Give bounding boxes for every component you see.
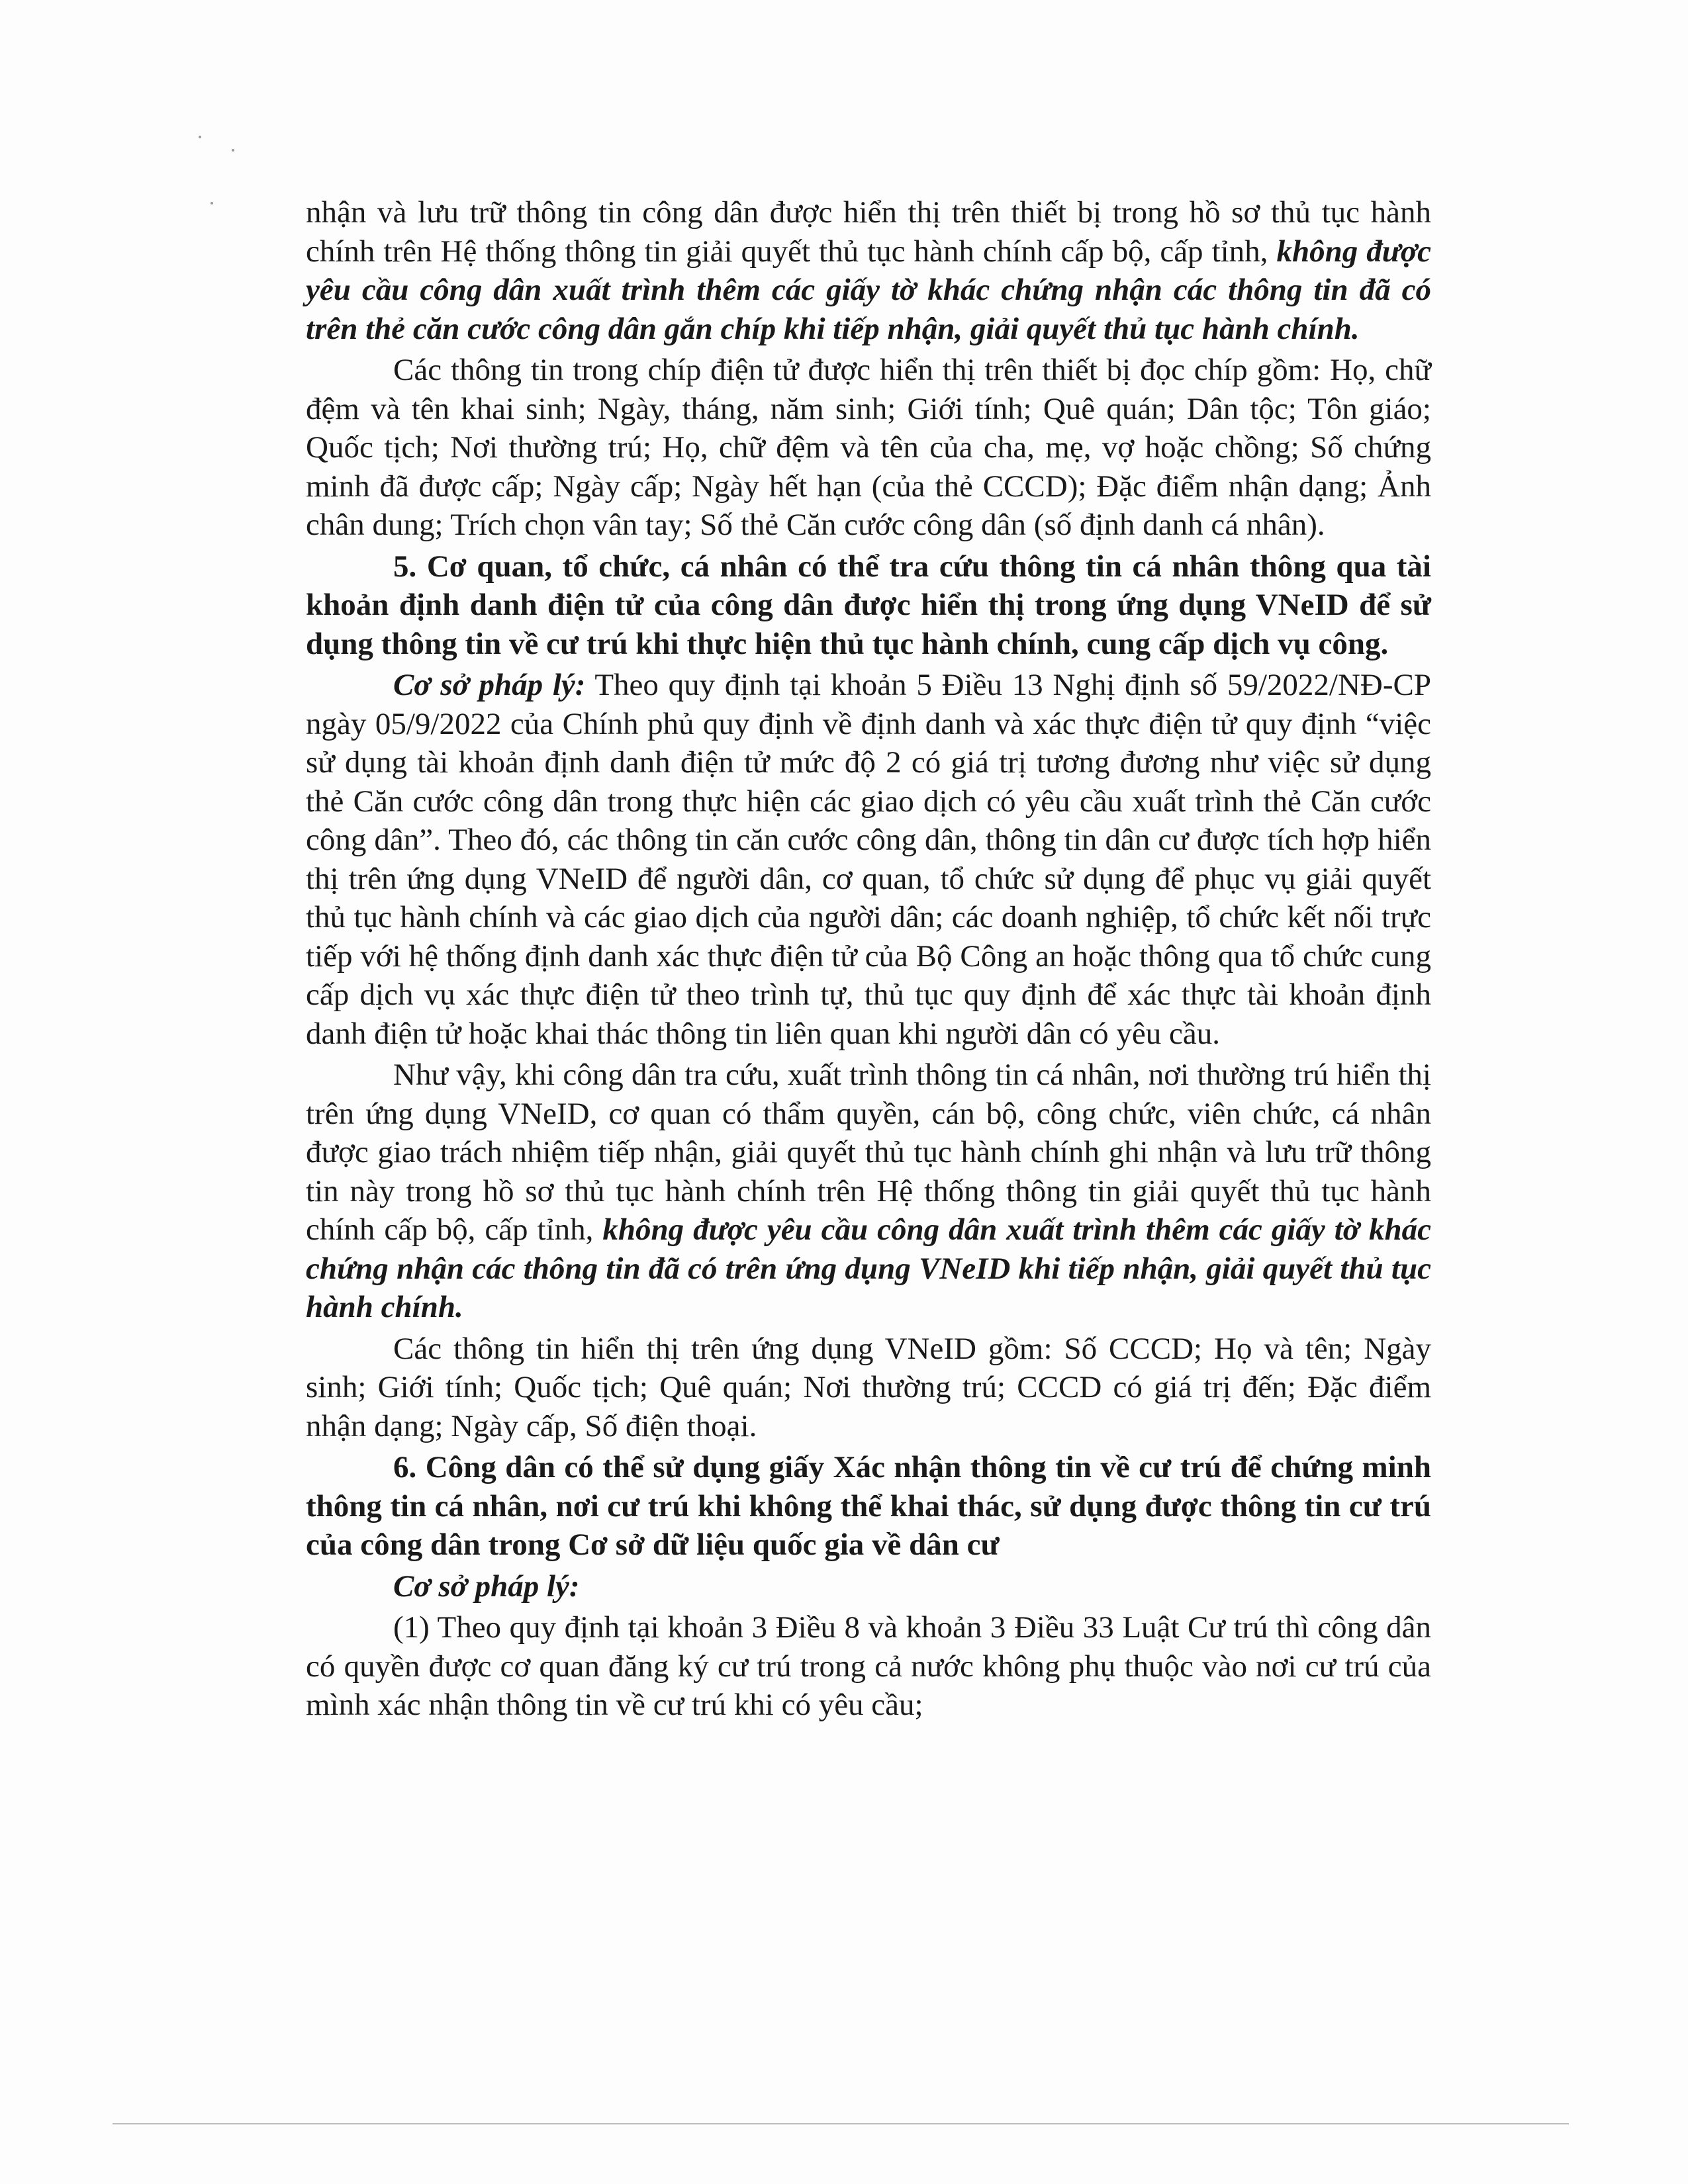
scan-speck bbox=[211, 202, 213, 205]
document-body bbox=[306, 193, 1431, 1727]
paragraph-legal-basis-5: Cơ sở pháp lý: Theo quy định tại khoản 5 Điều 13 Nghị định số 59/2022/NĐ-CP ngày 05/9/2022 của Chính phủ quy định về định danh và xác thực điện tử quy định “việc sử dụng tài khoản định danh điện tử mức độ 2 có giá trị tương đương như việc sử dụng thẻ Căn cước công dân trong thực hiện các giao dịch có yêu cầu xuất trình thẻ Căn cước công dân”. Theo đó, các thông tin căn cước công dân, thông tin dân cư được tích hợp hiển thị trên ứng dụng VNeID để người dân, cơ quan, tổ chức sử dụng để phục vụ giải quyết thủ tục hành chính và các giao dịch của người dân; các doanh nghiệp, tổ chức kết nối trực tiếp với hệ thống định danh xác thực điện tử của Bộ Công an hoặc thông qua tổ chức cung cấp dịch vụ xác thực điện tử theo trình tự, thủ tục quy định để xác thực tài khoản định danh điện tử hoặc khai thác thông tin liên quan khi người dân có yêu cầu. bbox=[306, 668, 1432, 1051]
scan-speck bbox=[232, 149, 234, 152]
scan-speck bbox=[199, 136, 201, 138]
paragraph-vneid-info: Các thông tin hiển thị trên ứng dụng VNeID gồm: Số CCCD; Họ và tên; Ngày sinh; Giới tính; Quốc tịch; Quê quán; Nơi thường trú; CCCD có giá trị đến; Đặc điểm nhận dạng; Ngày cấp, Số điện thoại. bbox=[306, 1331, 1431, 1443]
legal-basis-label: Cơ sở pháp lý: bbox=[393, 668, 586, 702]
emphasis-text: không được yêu cầu công dân xuất trình thêm các giấy tờ khác chứng nhận các thông tin đã có trên ứng dụng VNeID khi tiếp nhận, giải quyết thủ tục hành chính. bbox=[306, 1212, 1431, 1324]
paragraph-continued: nhận và lưu trữ thông tin công dân được hiển thị trên thiết bị trong hồ sơ thủ tục hành chính trên Hệ thống thông tin giải quyết thủ tục hành chính cấp bộ, cấp tỉnh, không được yêu cầu công dân xuất trình thêm các giấy tờ khác chứng nhận các thông tin đã có trên thẻ căn cước công dân gắn chíp khi tiếp nhận, giải quyết thủ tục hành chính. bbox=[306, 195, 1431, 346]
paragraph-conclusion-5: Như vậy, khi công dân tra cứu, xuất trình thông tin cá nhân, nơi thường trú hiển thị trên ứng dụng VNeID, cơ quan có thẩm quyền, cán bộ, công chức, viên chức, cá nhân được giao trách nhiệm tiếp nhận, giải quyết thủ tục hành chính ghi nhận và lưu trữ thông tin này trong hồ sơ thủ tục hành chính trên Hệ thống thông tin giải quyết thủ tục hành chính cấp bộ, cấp tỉnh, không được yêu cầu công dân xuất trình thêm các giấy tờ khác chứng nhận các thông tin đã có trên ứng dụng VNeID khi tiếp nhận, giải quyết thủ tục hành chính. bbox=[306, 1058, 1431, 1324]
section-heading-5: 5. Cơ quan, tổ chức, cá nhân có thể tra cứu thông tin cá nhân thông qua tài khoản định danh điện tử của công dân được hiển thị trong ứng dụng VNeID để sử dụng thông tin về cư trú khi thực hiện thủ tục hành chính, cung cấp dịch vụ công. bbox=[306, 549, 1431, 661]
emphasis-text: không được yêu cầu công dân xuất trình thêm các giấy tờ khác chứng nhận các thông tin đã có trên thẻ căn cước công dân gắn chíp khi tiếp nhận, giải quyết thủ tục hành chính. bbox=[306, 234, 1431, 346]
section-heading-6: 6. Công dân có thể sử dụng giấy Xác nhận thông tin về cư trú để chứng minh thông tin cá nhân, nơi cư trú khi không thể khai thác, sử dụng được thông tin cư trú của công dân trong Cơ sở dữ liệu quốc gia về dân cư bbox=[306, 1450, 1431, 1562]
legal-basis-label-6: Cơ sở pháp lý: bbox=[393, 1569, 580, 1604]
bottom-scan-line bbox=[113, 2123, 1569, 2124]
paragraph-chip-info: Các thông tin trong chíp điện tử được hiển thị trên thiết bị đọc chíp gồm: Họ, chữ đệm và tên khai sinh; Ngày, tháng, năm sinh; Giới tính; Quê quán; Dân tộc; Tôn giáo; Quốc tịch; Nơi thường trú; Họ, chữ đệm và tên của cha, mẹ, vợ hoặc chồng; Số chứng minh đã được cấp; Ngày cấp; Ngày hết hạn (của thẻ CCCD); Đặc điểm nhận dạng; Ảnh chân dung; Trích chọn vân tay; Số thẻ Căn cước công dân (số định danh cá nhân). bbox=[306, 353, 1431, 542]
paragraph-legal-basis-6-1: (1) Theo quy định tại khoản 3 Điều 8 và khoản 3 Điều 33 Luật Cư trú thì công dân có quyền được cơ quan đăng ký cư trú trong cả nước không phụ thuộc vào nơi cư trú của mình xác nhận thông tin về cư trú khi có yêu cầu; bbox=[306, 1610, 1431, 1722]
